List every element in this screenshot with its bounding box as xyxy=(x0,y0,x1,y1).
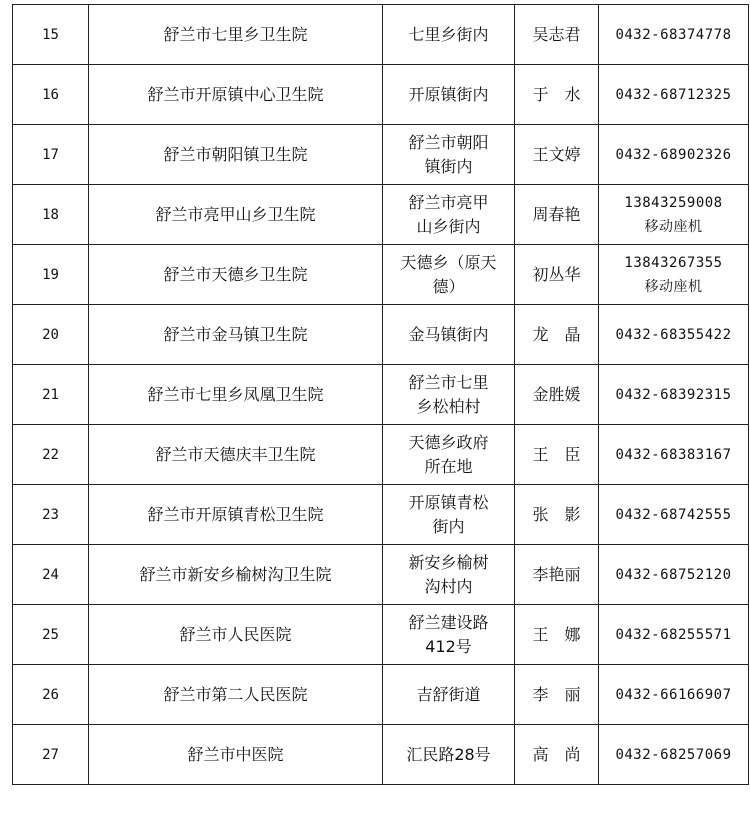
row-number-cell: 24 xyxy=(13,545,89,605)
contact-person-cell: 王 臣 xyxy=(515,425,599,485)
address-cell-line: 天德乡政府 xyxy=(408,432,489,452)
table-row xyxy=(13,245,749,305)
phone-cell-line: 0432-66166907 xyxy=(615,686,732,703)
address-cell-line: 新安乡榆树 xyxy=(408,552,489,572)
row-number-cell: 22 xyxy=(13,425,89,485)
contact-person-cell: 张 影 xyxy=(515,485,599,545)
table-row xyxy=(13,185,749,245)
address-cell-line: 乡松柏村 xyxy=(416,396,481,416)
contact-person-cell: 高 尚 xyxy=(515,725,599,785)
address-cell xyxy=(383,245,515,305)
contact-person-cell: 吴志君 xyxy=(515,5,599,65)
phone-cell-line: 0432-68902326 xyxy=(615,146,732,163)
phone-cell xyxy=(599,665,749,725)
hospital-name-cell: 舒兰市第二人民医院 xyxy=(89,665,383,725)
table-row xyxy=(13,365,749,425)
contact-person-cell: 王 娜 xyxy=(515,605,599,665)
phone-cell-line: 13843259008 xyxy=(624,194,723,211)
phone-cell xyxy=(599,725,749,785)
phone-cell-line: 0432-68257069 xyxy=(615,746,732,763)
contact-person-cell: 龙 晶 xyxy=(515,305,599,365)
row-number-cell: 27 xyxy=(13,725,89,785)
address-cell-line: 金马镇街内 xyxy=(408,324,489,344)
phone-cell-line: 0432-68355422 xyxy=(615,326,732,343)
address-cell xyxy=(383,185,515,245)
phone-cell-line: 0432-68712325 xyxy=(615,86,732,103)
hospital-name-cell: 舒兰市天德庆丰卫生院 xyxy=(89,425,383,485)
phone-cell-line: 0432-68374778 xyxy=(615,26,732,43)
hospital-name-cell: 舒兰市人民医院 xyxy=(89,605,383,665)
row-number-cell: 15 xyxy=(13,5,89,65)
row-number-cell: 21 xyxy=(13,365,89,425)
hospital-name-cell: 舒兰市新安乡榆树沟卫生院 xyxy=(89,545,383,605)
phone-cell xyxy=(599,125,749,185)
table-row xyxy=(13,5,749,65)
hospital-name-cell: 舒兰市亮甲山乡卫生院 xyxy=(89,185,383,245)
phone-cell-line: 移动座机 xyxy=(644,218,703,235)
address-cell xyxy=(383,545,515,605)
address-cell xyxy=(383,605,515,665)
row-number-cell: 20 xyxy=(13,305,89,365)
contact-person-cell: 周春艳 xyxy=(515,185,599,245)
hospital-name-cell: 舒兰市七里乡卫生院 xyxy=(89,5,383,65)
phone-cell xyxy=(599,365,749,425)
hospital-name-cell: 舒兰市天德乡卫生院 xyxy=(89,245,383,305)
address-cell-line: 412号 xyxy=(425,636,472,656)
address-cell-line: 沟村内 xyxy=(424,576,473,596)
table-row xyxy=(13,65,749,125)
address-cell xyxy=(383,125,515,185)
contact-person-cell: 于 水 xyxy=(515,65,599,125)
phone-cell-line: 0432-68742555 xyxy=(615,506,732,523)
address-cell-line: 舒兰市朝阳 xyxy=(408,132,489,152)
address-cell-line: 镇街内 xyxy=(424,156,473,176)
phone-cell-line: 13843267355 xyxy=(624,254,723,271)
phone-cell xyxy=(599,245,749,305)
row-number-cell: 25 xyxy=(13,605,89,665)
contact-person-cell: 李 丽 xyxy=(515,665,599,725)
address-cell-line: 街内 xyxy=(432,516,465,536)
table-row xyxy=(13,125,749,185)
phone-cell xyxy=(599,185,749,245)
phone-cell-line: 移动座机 xyxy=(644,278,703,295)
phone-cell-line: 0432-68383167 xyxy=(615,446,732,463)
address-cell-line: 七里乡街内 xyxy=(408,24,489,44)
phone-cell xyxy=(599,65,749,125)
contact-person-cell: 初丛华 xyxy=(515,245,599,305)
address-cell-line: 天德乡（原天 xyxy=(400,252,497,272)
row-number-cell: 19 xyxy=(13,245,89,305)
address-cell xyxy=(383,485,515,545)
contact-person-cell: 李艳丽 xyxy=(515,545,599,605)
row-number-cell: 26 xyxy=(13,665,89,725)
address-cell-line: 开原镇街内 xyxy=(408,84,489,104)
phone-cell xyxy=(599,485,749,545)
table-row xyxy=(13,425,749,485)
address-cell-line: 舒兰建设路 xyxy=(408,612,489,632)
address-cell xyxy=(383,665,515,725)
address-cell xyxy=(383,65,515,125)
hospital-name-cell: 舒兰市开原镇青松卫生院 xyxy=(89,485,383,545)
phone-cell xyxy=(599,425,749,485)
address-cell-line: 山乡街内 xyxy=(416,216,481,236)
address-cell-line: 开原镇青松 xyxy=(408,492,489,512)
table-row xyxy=(13,725,749,785)
address-cell xyxy=(383,425,515,485)
contact-person-cell: 金胜媛 xyxy=(515,365,599,425)
address-cell xyxy=(383,5,515,65)
hospital-name-cell: 舒兰市朝阳镇卫生院 xyxy=(89,125,383,185)
row-number-cell: 23 xyxy=(13,485,89,545)
address-cell-line: 舒兰市七里 xyxy=(408,372,489,392)
hospital-name-cell: 舒兰市七里乡凤凰卫生院 xyxy=(89,365,383,425)
table-row xyxy=(13,665,749,725)
contact-person-cell: 王文婷 xyxy=(515,125,599,185)
phone-cell xyxy=(599,5,749,65)
phone-cell-line: 0432-68392315 xyxy=(615,386,732,403)
hospital-contact-table xyxy=(12,4,749,785)
phone-cell xyxy=(599,545,749,605)
hospital-name-cell: 舒兰市金马镇卫生院 xyxy=(89,305,383,365)
phone-cell-line: 0432-68255571 xyxy=(615,626,732,643)
table-row xyxy=(13,545,749,605)
address-cell-line: 舒兰市亮甲 xyxy=(408,192,489,212)
address-cell-line: 吉舒街道 xyxy=(416,684,481,704)
phone-cell-line: 0432-68752120 xyxy=(615,566,732,583)
address-cell xyxy=(383,725,515,785)
address-cell-line: 德） xyxy=(432,276,465,296)
address-cell-line: 所在地 xyxy=(424,456,473,476)
row-number-cell: 18 xyxy=(13,185,89,245)
address-cell xyxy=(383,305,515,365)
address-cell xyxy=(383,365,515,425)
table-row xyxy=(13,305,749,365)
hospital-name-cell: 舒兰市中医院 xyxy=(89,725,383,785)
phone-cell xyxy=(599,305,749,365)
phone-cell xyxy=(599,605,749,665)
table-row xyxy=(13,605,749,665)
row-number-cell: 16 xyxy=(13,65,89,125)
row-number-cell: 17 xyxy=(13,125,89,185)
table-row xyxy=(13,485,749,545)
hospital-name-cell: 舒兰市开原镇中心卫生院 xyxy=(89,65,383,125)
table-body xyxy=(13,5,749,785)
address-cell-line: 汇民路28号 xyxy=(406,744,491,764)
